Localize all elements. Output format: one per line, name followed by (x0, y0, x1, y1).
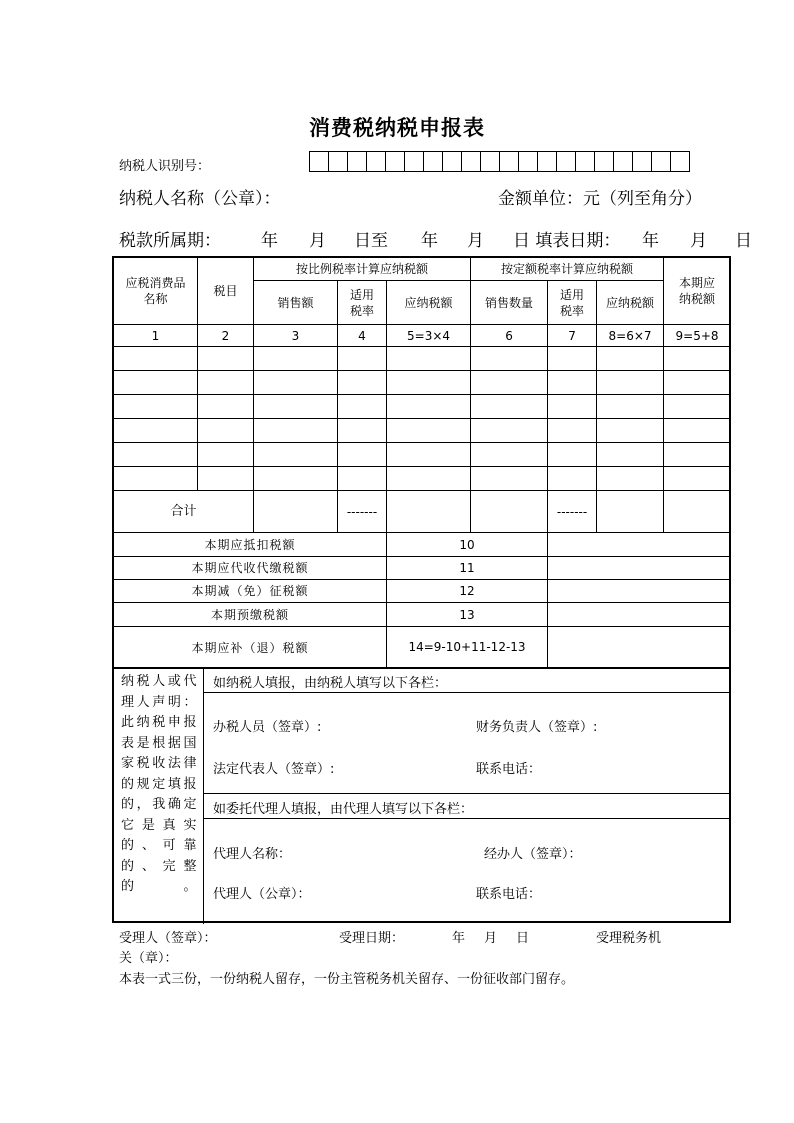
cell[interactable] (198, 395, 254, 419)
tax-authority-label-2: 关（章）： (119, 951, 178, 966)
agent-seal-label: 代理人（公章）： (213, 887, 311, 902)
fill-month: 月 (690, 231, 707, 251)
declaration-section (113, 667, 730, 924)
id-digit-box[interactable] (499, 151, 519, 172)
page-title: 消费税纳税申报表 (309, 116, 485, 140)
cell[interactable] (254, 419, 338, 443)
id-digit-box[interactable] (347, 151, 367, 172)
header-tax-item: 税目 (198, 258, 254, 325)
period-start-year: 年 (261, 231, 278, 251)
summary-code: 11 (387, 557, 548, 580)
total-current-due[interactable] (664, 491, 731, 533)
period-end-year: 年 (421, 231, 438, 251)
total-rate-dash-1 (338, 491, 387, 533)
cell[interactable] (254, 467, 338, 491)
col-number: 8=6×7 (597, 325, 664, 347)
cell[interactable] (471, 395, 548, 419)
id-digit-box[interactable] (594, 151, 614, 172)
cell[interactable] (338, 347, 387, 371)
fill-day: 日 (735, 231, 752, 251)
cell[interactable] (471, 371, 548, 395)
summary-code-text: 14=9-10+11-12-13 (408, 640, 526, 654)
col-number: 6 (471, 325, 548, 347)
col-number: 2 (198, 325, 254, 347)
tax-period-label: 税款所属期： (119, 231, 221, 251)
cell[interactable] (471, 443, 548, 467)
cell[interactable] (198, 443, 254, 467)
header-rate-2: 适用税率 (548, 281, 597, 325)
receive-date-label: 受理日期： (339, 931, 405, 946)
declaration-text: 纳税人或代理人声明：此纳税申报表是根据国家税收法律的规定填报的，我确定它是真实的、可靠的、完整的。 (113, 668, 204, 924)
cell[interactable] (548, 467, 597, 491)
cell[interactable] (114, 347, 198, 371)
dash-text: ------- (346, 504, 378, 519)
summary-value[interactable] (548, 603, 731, 627)
cell[interactable] (387, 371, 471, 395)
amount-unit-label: 金额单位：元（列至角分） (498, 189, 702, 209)
cell[interactable] (471, 347, 548, 371)
id-digit-box[interactable] (442, 151, 462, 172)
cell[interactable] (664, 347, 731, 371)
cell[interactable] (597, 347, 664, 371)
cell[interactable] (597, 395, 664, 419)
legal-rep-label: 法定代表人（签章）: (213, 762, 335, 777)
id-digit-box[interactable] (670, 151, 690, 172)
id-digit-box[interactable] (423, 151, 443, 172)
header-rate-1: 适用税率 (338, 281, 387, 325)
id-digit-box[interactable] (366, 151, 386, 172)
period-end-month: 月 (467, 231, 484, 251)
summary-code: 12 (387, 580, 548, 603)
cell[interactable] (338, 467, 387, 491)
header-fixed-group: 按定额税率计算应纳税额 (471, 258, 664, 281)
period-start-day-to: 日至 (354, 231, 388, 251)
cell[interactable] (254, 371, 338, 395)
cell[interactable] (597, 419, 664, 443)
id-digit-box[interactable] (385, 151, 405, 172)
tax-officer-label: 办税人员（签章）: (213, 720, 322, 735)
summary-label: 本期应代收代缴税额 (114, 557, 387, 580)
phone-label-2: 联系电话： (476, 887, 542, 902)
cell[interactable] (548, 419, 597, 443)
col-number: 1 (114, 325, 198, 347)
summary-label: 本期应抵扣税额 (114, 533, 387, 557)
total-tax-due-1[interactable] (387, 491, 471, 533)
total-sales-qty[interactable] (471, 491, 548, 533)
cell[interactable] (548, 395, 597, 419)
cell[interactable] (198, 371, 254, 395)
id-digit-box[interactable] (575, 151, 595, 172)
cell[interactable] (664, 419, 731, 443)
cell[interactable] (114, 467, 198, 491)
taxpayer-id-label: 纳税人识别号： (119, 159, 211, 174)
period-start-month: 月 (309, 231, 326, 251)
receive-year: 年 (452, 931, 466, 946)
receive-day: 日 (516, 931, 530, 946)
cell[interactable] (387, 395, 471, 419)
id-digit-box[interactable] (518, 151, 538, 172)
phone-label-1: 联系电话： (476, 762, 542, 777)
summary-label: 本期应补（退）税额 (114, 627, 387, 669)
col-number: 7 (548, 325, 597, 347)
cell[interactable] (114, 419, 198, 443)
total-label: 合计 (114, 491, 254, 533)
summary-value[interactable] (548, 557, 731, 580)
col-number: 9=5+8 (664, 325, 731, 347)
cell[interactable] (254, 443, 338, 467)
table-row (114, 443, 731, 467)
header-tax-due-1: 应纳税额 (387, 281, 471, 325)
table-row (114, 467, 731, 491)
summary-value[interactable] (548, 533, 731, 557)
cell[interactable] (254, 395, 338, 419)
cell[interactable] (664, 371, 731, 395)
cell[interactable] (198, 467, 254, 491)
summary-value[interactable] (548, 627, 731, 669)
table-row (114, 371, 731, 395)
summary-code (387, 627, 548, 669)
cell[interactable] (254, 347, 338, 371)
col-number: 5=3×4 (387, 325, 471, 347)
col-number: 4 (338, 325, 387, 347)
id-digit-box[interactable] (537, 151, 557, 172)
cell[interactable] (338, 443, 387, 467)
id-digit-box[interactable] (461, 151, 481, 172)
cell[interactable] (387, 347, 471, 371)
cell[interactable] (664, 467, 731, 491)
id-digit-box[interactable] (632, 151, 652, 172)
table-row (114, 419, 731, 443)
cell[interactable] (338, 371, 387, 395)
summary-code: 13 (387, 603, 548, 627)
id-digit-box[interactable] (556, 151, 576, 172)
total-tax-due-2[interactable] (597, 491, 664, 533)
agent-name-label: 代理人名称： (213, 847, 292, 862)
cell[interactable] (471, 467, 548, 491)
dash-text: ------- (556, 504, 588, 519)
copies-note: 本表一式三份，一份纳税人留存，一份主管税务机关留存、一份征收部门留存。 (119, 972, 575, 987)
cell[interactable] (664, 395, 731, 419)
cell[interactable] (114, 395, 198, 419)
cell[interactable] (471, 419, 548, 443)
agent-fill-note: 如委托代理人填报，由代理人填写以下各栏： (213, 802, 474, 817)
header-current-due: 本期应纳税额 (664, 258, 731, 325)
col-number: 3 (254, 325, 338, 347)
cell[interactable] (597, 467, 664, 491)
cell[interactable] (338, 395, 387, 419)
receive-month: 月 (484, 931, 498, 946)
id-digit-box[interactable] (480, 151, 500, 172)
cell[interactable] (387, 419, 471, 443)
cell[interactable] (387, 443, 471, 467)
cell[interactable] (597, 371, 664, 395)
summary-label: 本期预缴税额 (114, 603, 387, 627)
header-ratio-group: 按比例税率计算应纳税额 (254, 258, 471, 281)
tax-return-table (113, 257, 731, 669)
id-digit-box[interactable] (651, 151, 671, 172)
header-item-name: 应税消费品名称 (114, 258, 198, 325)
header-sales-qty: 销售数量 (471, 281, 548, 325)
taxpayer-name-label: 纳税人名称（公章）： (119, 189, 281, 209)
fill-year: 年 (642, 231, 659, 251)
cell[interactable] (114, 371, 198, 395)
cell[interactable] (597, 443, 664, 467)
receiver-label: 受理人（签章）： (119, 931, 217, 946)
table-row (114, 347, 731, 371)
header-sales-amount: 销售额 (254, 281, 338, 325)
taxpayer-id-boxes[interactable] (309, 151, 690, 172)
cell[interactable] (664, 443, 731, 467)
cell[interactable] (114, 443, 198, 467)
summary-value[interactable] (548, 580, 731, 603)
id-digit-box[interactable] (404, 151, 424, 172)
total-rate-dash-2 (548, 491, 597, 533)
cell[interactable] (198, 347, 254, 371)
period-end-day-fill-date: 日 填表日期： (513, 231, 621, 251)
id-digit-box[interactable] (613, 151, 633, 172)
header-tax-due-2: 应纳税额 (597, 281, 664, 325)
handler-label: 经办人（签章）： (484, 847, 582, 862)
self-fill-note: 如纳税人填报，由纳税人填写以下各栏： (213, 676, 448, 691)
cell[interactable] (387, 467, 471, 491)
cell[interactable] (338, 419, 387, 443)
cell[interactable] (548, 371, 597, 395)
summary-label: 本期减（免）征税额 (114, 580, 387, 603)
total-sales-amount[interactable] (254, 491, 338, 533)
cell[interactable] (548, 347, 597, 371)
cell[interactable] (198, 419, 254, 443)
id-digit-box[interactable] (328, 151, 348, 172)
tax-authority-label-1: 受理税务机 (596, 931, 662, 946)
id-digit-box[interactable] (309, 151, 329, 172)
finance-head-label: 财务负责人（签章）: (476, 720, 598, 735)
summary-code: 10 (387, 533, 548, 557)
cell[interactable] (548, 443, 597, 467)
table-row (114, 395, 731, 419)
